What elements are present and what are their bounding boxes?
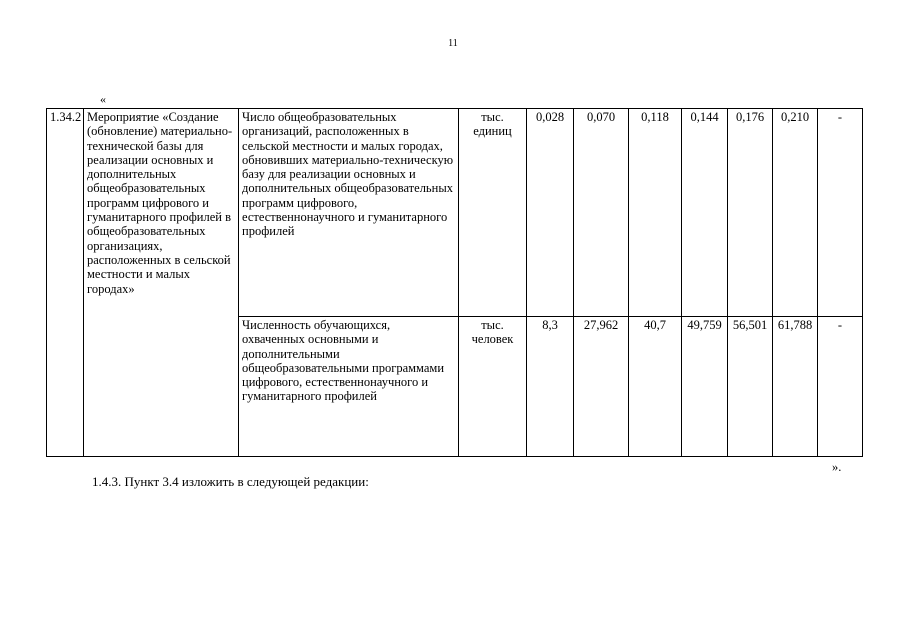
table-row	[47, 109, 863, 317]
paragraph-text: 1.4.3. Пункт 3.4 изложить в следующей редакции:	[92, 474, 369, 489]
open-quote: «	[100, 92, 106, 106]
value-cell: 0,144	[682, 109, 728, 317]
close-quote: ».	[832, 460, 842, 474]
value-cell: 61,788	[773, 317, 818, 457]
value-cell: 0,176	[728, 109, 773, 317]
row-number-cell: 1.34.2	[47, 109, 84, 457]
dash-cell: -	[818, 109, 863, 317]
indicator-cell: Число общеобразовательных организаций, расположенных в сельской местности и малых городах, обновивших материально-техническую базу для реализации основных и дополнительных общеобразовательных программ цифрового, естественнонаучного и гуманитарного профилей	[239, 109, 459, 317]
unit-cell: тыс. человек	[459, 317, 527, 457]
value-cell: 0,028	[527, 109, 574, 317]
event-name-cell: Мероприятие «Создание (обновление) материально-технической базы для реализации основных и дополнительных общеобразовательных программ цифрового и гуманитарного профилей в общеобразовательных организациях, расположенных в сельской местности и малых городах»	[84, 109, 239, 457]
value-cell: 0,118	[629, 109, 682, 317]
value-cell: 0,210	[773, 109, 818, 317]
page-number: 11	[448, 38, 458, 49]
value-cell: 0,070	[574, 109, 629, 317]
indicators-table	[46, 108, 863, 457]
value-cell: 49,759	[682, 317, 728, 457]
indicator-cell: Численность обучающихся, охваченных основными и дополнительными общеобразовательными программами цифрового, естественнонаучного и гуманитарного профилей	[239, 317, 459, 457]
unit-cell: тыс. единиц	[459, 109, 527, 317]
value-cell: 56,501	[728, 317, 773, 457]
dash-cell: -	[818, 317, 863, 457]
value-cell: 27,962	[574, 317, 629, 457]
value-cell: 8,3	[527, 317, 574, 457]
value-cell: 40,7	[629, 317, 682, 457]
